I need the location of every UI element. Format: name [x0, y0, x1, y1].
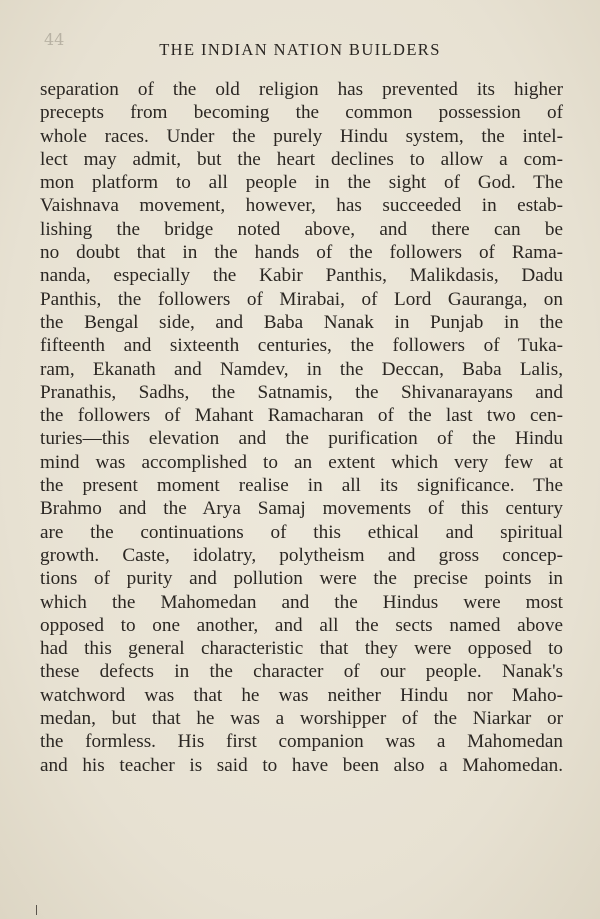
- text-line: tions of purity and pollution were the precise points in: [40, 568, 563, 590]
- text-line: had this general characteristic that they were opposed to: [40, 638, 563, 660]
- text-line: which the Mahomedan and the Hindus were most: [40, 591, 563, 613]
- text-line: Panthis, the followers of Mirabai, of Lord Gauranga, on: [40, 288, 563, 310]
- text-line: mind was accomplished to an extent which very few at: [40, 451, 563, 473]
- text-line: the formless. His first companion was a Mahomedan: [40, 731, 563, 753]
- text-line: lect may admit, but the heart declines to allow a com-: [40, 148, 563, 170]
- text-line: mon platform to all people in the sight of God. The: [40, 172, 563, 194]
- text-line: and his teacher is said to have been also a Mahomedan.: [40, 754, 563, 776]
- text-line: Pranathis, Sadhs, the Satnamis, the Shivanarayans and: [40, 381, 563, 403]
- text-line: precepts from becoming the common possession of: [40, 102, 563, 124]
- text-line: medan, but that he was a worshipper of the Niarkar or: [40, 708, 563, 730]
- text-line: Brahmo and the Arya Samaj movements of this century: [40, 498, 563, 520]
- running-head: THE INDIAN NATION BUILDERS: [159, 40, 441, 59]
- text-line: Vaishnava movement, however, has succeeded in estab-: [40, 195, 563, 217]
- text-line: opposed to one another, and all the sects named above: [40, 614, 563, 636]
- margin-mark: [36, 905, 37, 915]
- text-line: separation of the old religion has prevented its higher: [40, 79, 563, 100]
- text-line: are the continuations of this ethical and spiritual: [40, 521, 563, 543]
- text-line: growth. Caste, idolatry, polytheism and gross concep-: [40, 544, 563, 566]
- text-line: no doubt that in the hands of the followers of Rama-: [40, 242, 563, 264]
- text-line: the followers of Mahant Ramacharan of the last two cen-: [40, 405, 563, 427]
- page-number: 44: [44, 30, 65, 49]
- text-line: whole races. Under the purely Hindu system, the intel-: [40, 125, 563, 147]
- text-line: ram, Ekanath and Namdev, in the Deccan, Baba Lalis,: [40, 358, 563, 380]
- text-line: lishing the bridge noted above, and there can be: [40, 218, 563, 240]
- text-line: the Bengal side, and Baba Nanak in Punjab in the: [40, 311, 563, 333]
- text-line: the present moment realise in all its significance. The: [40, 475, 563, 497]
- text-line: these defects in the character of our people. Nanak's: [40, 661, 563, 683]
- text-line: fifteenth and sixteenth centuries, the followers of Tuka-: [40, 335, 563, 357]
- text-line: turies—this elevation and the purification of the Hindu: [40, 428, 563, 450]
- text-line: nanda, especially the Kabir Panthis, Malikdasis, Dadu: [40, 265, 563, 287]
- body-text: [40, 78, 563, 777]
- text-line: watchword was that he was neither Hindu nor Maho-: [40, 684, 563, 706]
